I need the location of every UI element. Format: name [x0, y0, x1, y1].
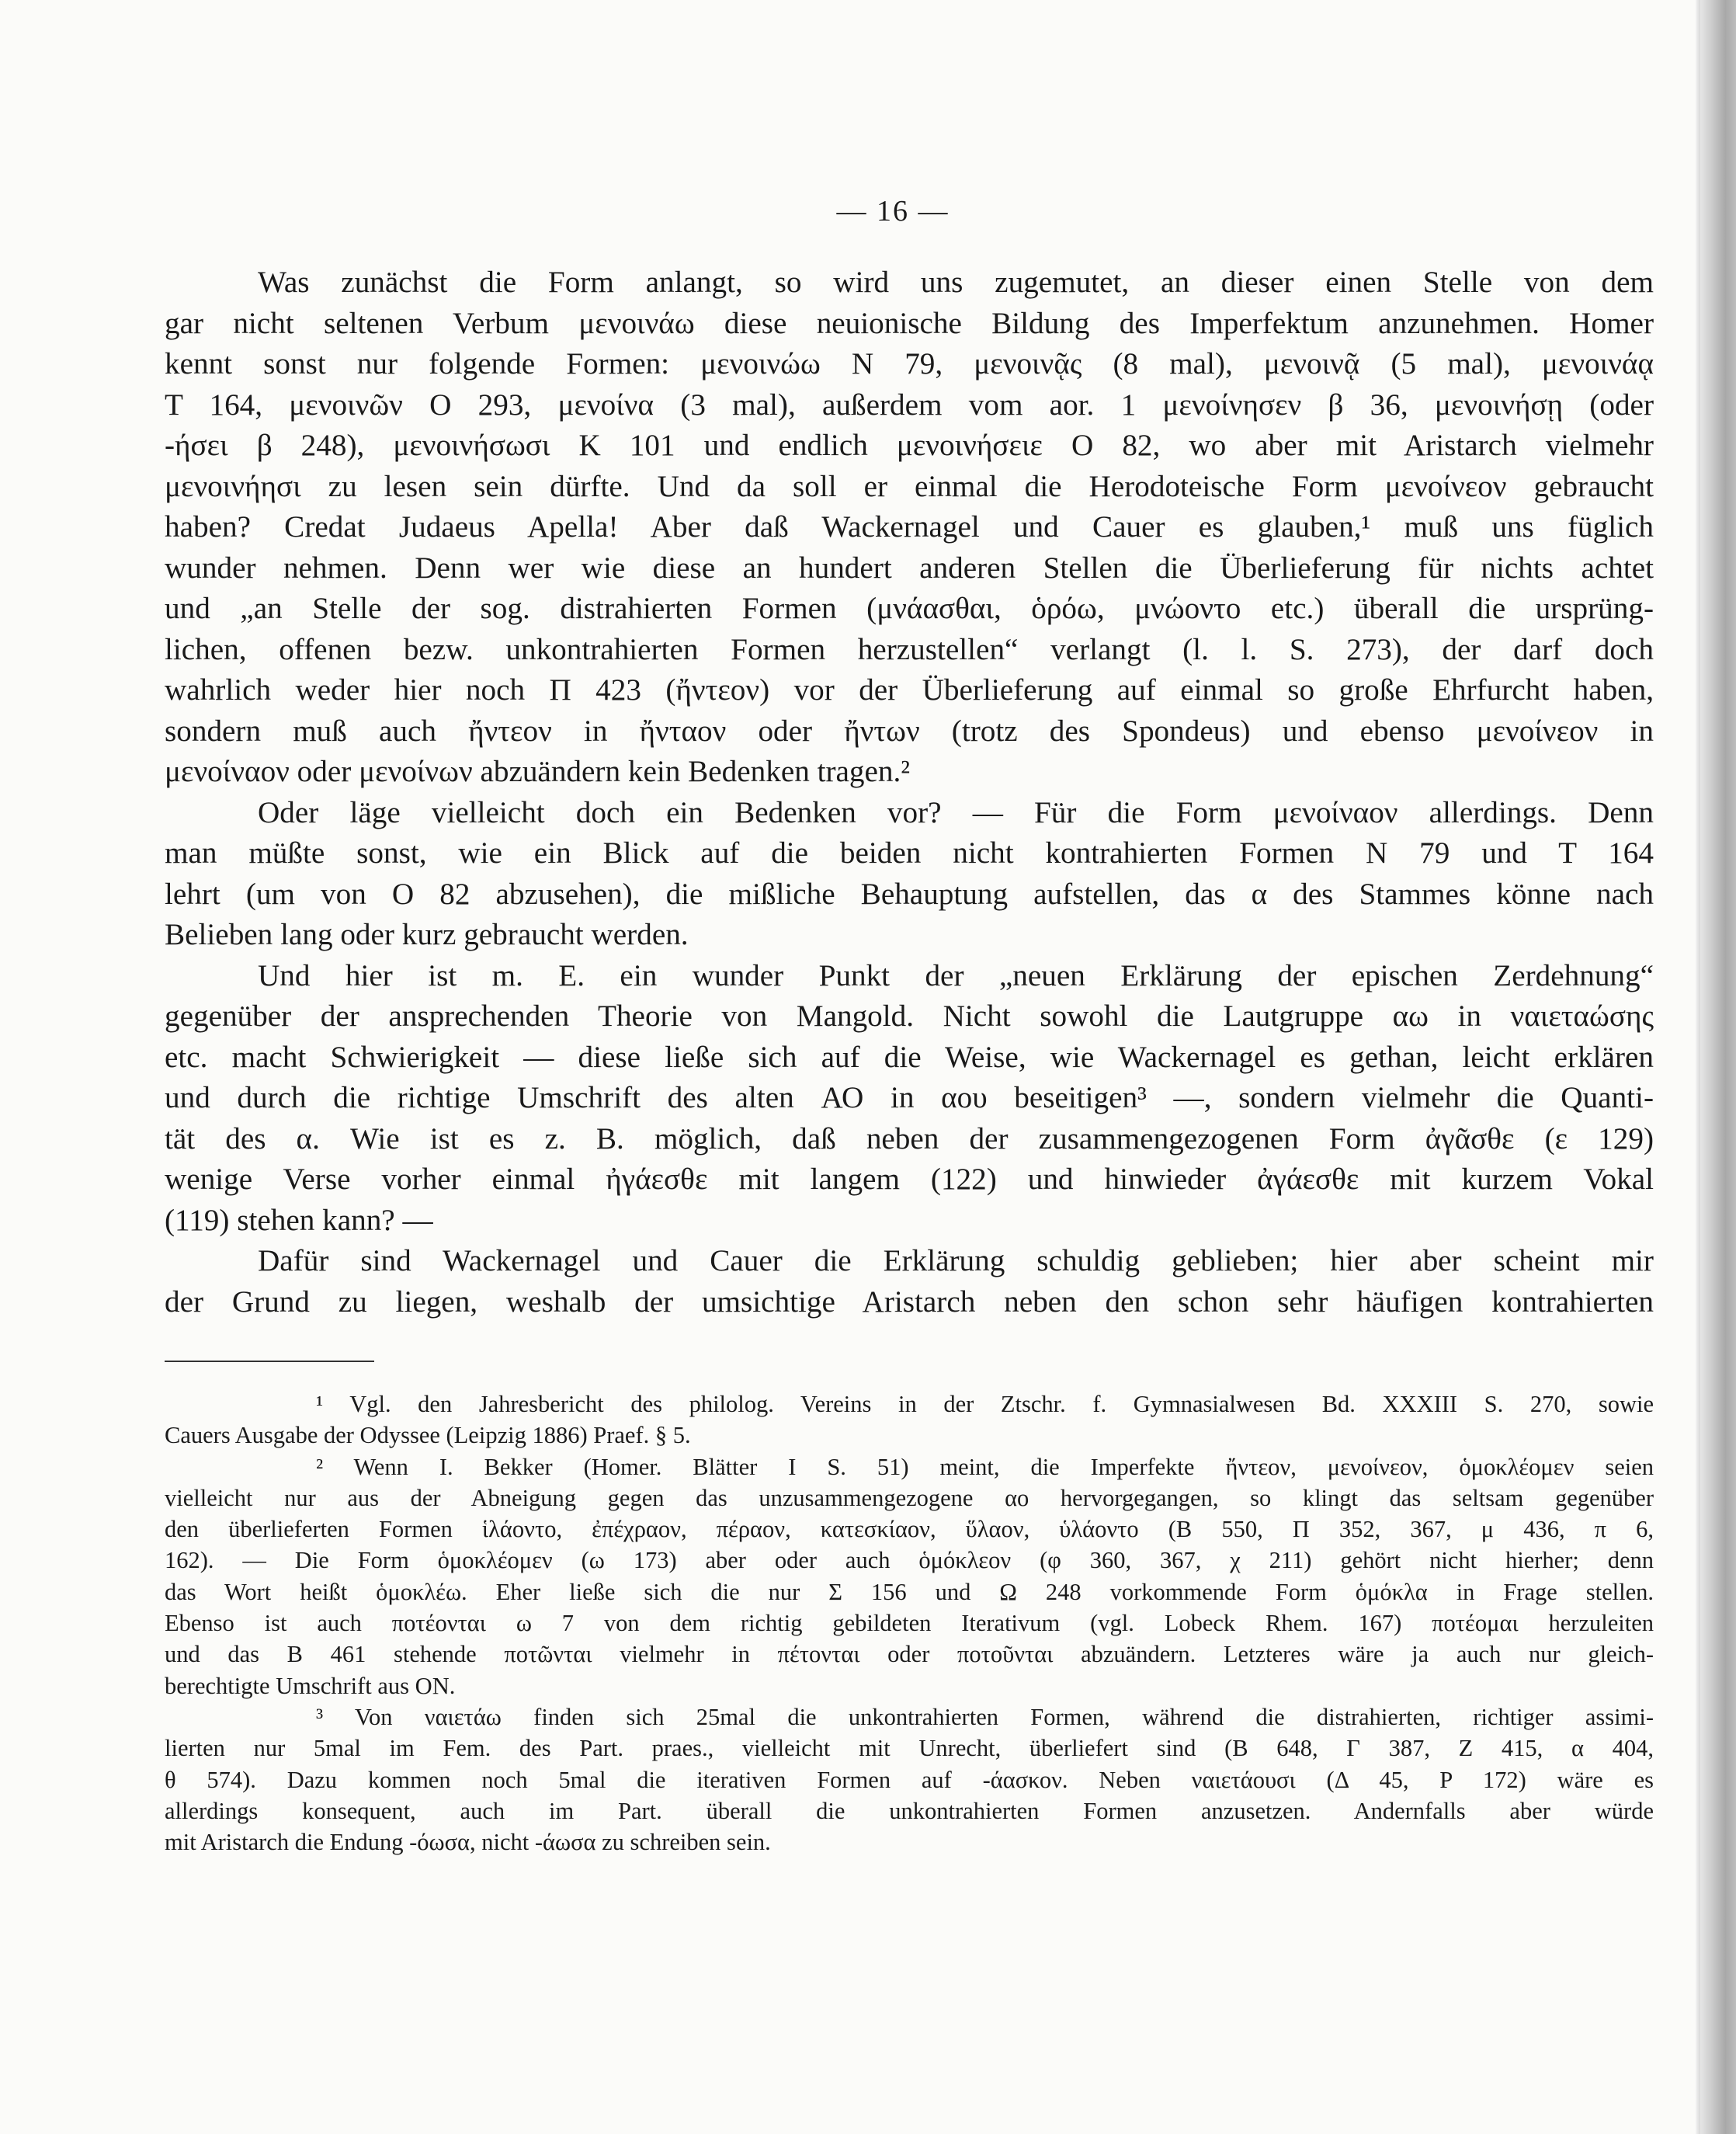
text-line: sondern muß auch ἤντεον in ἤνταον oder ἤντων (trotz des Spondeus) und ebenso μενοίνεον in	[165, 714, 1654, 748]
text-line: Und hier ist m. E. ein wunder Punkt der „neuen Erklärung der epischen Zerdehnung“	[258, 958, 1654, 992]
text-line: lehrt (um von O 82 abzusehen), die mißliche Behauptung aufstellen, das α des Stammes könne nach	[165, 877, 1654, 911]
footnotes	[165, 1388, 1654, 1858]
footnote-line: θ 574). Dazu kommen noch 5mal die iterativen Formen auf -άασκον. Neben ναιετάουσι (Δ 45, P 172) wäre es	[165, 1766, 1654, 1793]
footnote-line: ² Wenn I. Bekker (Homer. Blätter I S. 51) meint, die Imperfekte ἤντεον, μενοίνεον, ὁμοκλέομεν seien	[316, 1453, 1654, 1480]
footnote-line: mit Aristarch die Endung -όωσα, nicht -άωσα zu schreiben sein.	[165, 1829, 771, 1856]
footnote-line: Cauers Ausgabe der Odyssee (Leipzig 1886) Praef. § 5.	[165, 1422, 691, 1449]
page-number: — 16 —	[836, 195, 950, 228]
text-line: gegenüber der ansprechenden Theorie von Mangold. Nicht sowohl die Lautgruppe αω in ναιεταώσης	[165, 999, 1654, 1033]
footnote-line: lierten nur 5mal im Fem. des Part. praes., vielleicht mit Unrecht, überliefert sind (B 648, Γ 387, Z 415, α 404,	[165, 1735, 1654, 1762]
text-line: etc. macht Schwierigkeit — diese ließe sich auf die Weise, wie Wackernagel es gethan, leicht erklären	[165, 1040, 1654, 1074]
footnote-line: ¹ Vgl. den Jahresbericht des philolog. Vereins in der Ztschr. f. Gymnasialwesen Bd. XXXIII S. 270, sowie	[316, 1391, 1654, 1417]
text-line: kennt sonst nur folgende Formen: μενοινώω N 79, μενοινᾷς (8 mal), μενοινᾷ (5 mal), μενοινάᾳ	[165, 347, 1654, 381]
book-spine-edge	[1700, 0, 1736, 2134]
footnote-separator	[165, 1361, 374, 1362]
footnote-line: berechtigte Umschrift aus ΟΝ.	[165, 1672, 456, 1699]
footnote-line: und das B 461 stehende ποτῶνται vielmehr in πέτονται oder ποτοῦνται abzuändern. Letzteres wäre ja auch nur gleich-	[165, 1641, 1654, 1668]
text-line: tät des α. Wie ist es z. B. möglich, daß neben der zusammengezogenen Form ἀγᾶσθε (ε 129)	[165, 1121, 1654, 1156]
text-line: -ήσει β 248), μενοινήσωσι K 101 und endlich μενοινήσειε O 82, wo aber mit Aristarch vielmehr	[165, 429, 1654, 462]
main-text	[165, 262, 1654, 1322]
text-line: (119) stehen kann? —	[165, 1203, 433, 1237]
text-line: μενοινήησι zu lesen sein dürfte. Und da soll er einmal die Herodoteische Form μενοίνεον gebraucht	[165, 469, 1654, 503]
footnote-line: das Wort heißt ὁμοκλέω. Eher ließe sich die nur Σ 156 und Ω 248 vorkommende Form ὁμόκλα in Frage stellen.	[165, 1578, 1654, 1605]
text-line: wunder nehmen. Denn wer wie diese an hundert anderen Stellen die Überlieferung für nichts achtet	[165, 551, 1654, 585]
footnote-line: Ebenso ist auch ποτέονται ω 7 von dem richtig gebildeten Iterativum (vgl. Lobeck Rhem. 167) ποτέομαι herzuleiten	[165, 1610, 1654, 1637]
footnote-line: allerdings konsequent, auch im Part. überall die unkontrahierten Formen anzusetzen. Andernfalls aber würde	[165, 1797, 1654, 1824]
footnote-line: den überlieferten Formen ἱλάοντο, ἐπέχραον, πέραον, κατεσκίαον, ὕλαον, ὑλάοντο (B 550, Π 352, 367, μ 436, π 6,	[165, 1516, 1654, 1543]
text-line: wenige Verse vorher einmal ἠγάεσθε mit langem (122) und hinwieder ἀγάεσθε mit kurzem Vokal	[165, 1163, 1654, 1196]
text-line: haben? Credat Judaeus Apella! Aber daß Wackernagel und Cauer es glauben,¹ muß uns füglich	[165, 510, 1654, 544]
text-line: lichen, offenen bezw. unkontrahierten Formen herzustellen“ verlangt (l. l. S. 273), der darf doch	[165, 632, 1654, 666]
footnote-line: ³ Von ναιετάω finden sich 25mal die unkontrahierten Formen, während die distrahierten, richtiger assimi-	[316, 1703, 1654, 1730]
text-line: gar nicht seltenen Verbum μενοινάω diese neuionische Bildung des Imperfektum anzunehmen. Homer	[165, 306, 1654, 340]
text-line: und „an Stelle der sog. distrahierten Formen (μνάασθαι, ὁρόω, μνώοντο etc.) überall die ursprüng-	[165, 592, 1654, 625]
footnote-line: 162). — Die Form ὁμοκλέομεν (ω 173) aber oder auch ὁμόκλεον (φ 360, 367, χ 211) gehört nicht hierher; denn	[165, 1547, 1654, 1574]
text-line: der Grund zu liegen, weshalb der umsichtige Aristarch neben den schon sehr häufigen kontrahierten	[165, 1284, 1654, 1319]
text-line: Dafür sind Wackernagel und Cauer die Erklärung schuldig geblieben; hier aber scheint mir	[258, 1244, 1654, 1277]
text-line: Was zunächst die Form anlangt, so wird uns zugemutet, an dieser einen Stelle von dem	[258, 266, 1654, 299]
text-line: Oder läge vielleicht doch ein Bedenken vor? — Für die Form μενοίναον allerdings. Denn	[258, 795, 1654, 829]
text-line: wahrlich weder hier noch Π 423 (ἤντεον) vor der Überlieferung auf einmal so große Ehrfurcht haben,	[165, 673, 1654, 707]
text-line: man müßte sonst, wie ein Blick auf die beiden nicht kontrahierten Formen N 79 und T 164	[165, 836, 1654, 870]
text-line: Belieben lang oder kurz gebraucht werden.	[165, 918, 689, 951]
text-line: T 164, μενοινῶν O 293, μενοίνα (3 mal), außerdem vom aor. 1 μενοίνησεν β 36, μενοινήσῃ (oder	[165, 388, 1654, 422]
text-line: μενοίναον oder μενοίνων abzuändern kein Bedenken tragen.²	[165, 755, 911, 788]
text-line: und durch die richtige Umschrift des alten ΑΟ in αου beseitigen³ —, sondern vielmehr die Quanti-	[165, 1081, 1654, 1114]
footnote-line: vielleicht nur aus der Abneigung gegen das unzusammengezogene αο hervorgegangen, so klingt das seltsam gegenüber	[165, 1484, 1654, 1511]
